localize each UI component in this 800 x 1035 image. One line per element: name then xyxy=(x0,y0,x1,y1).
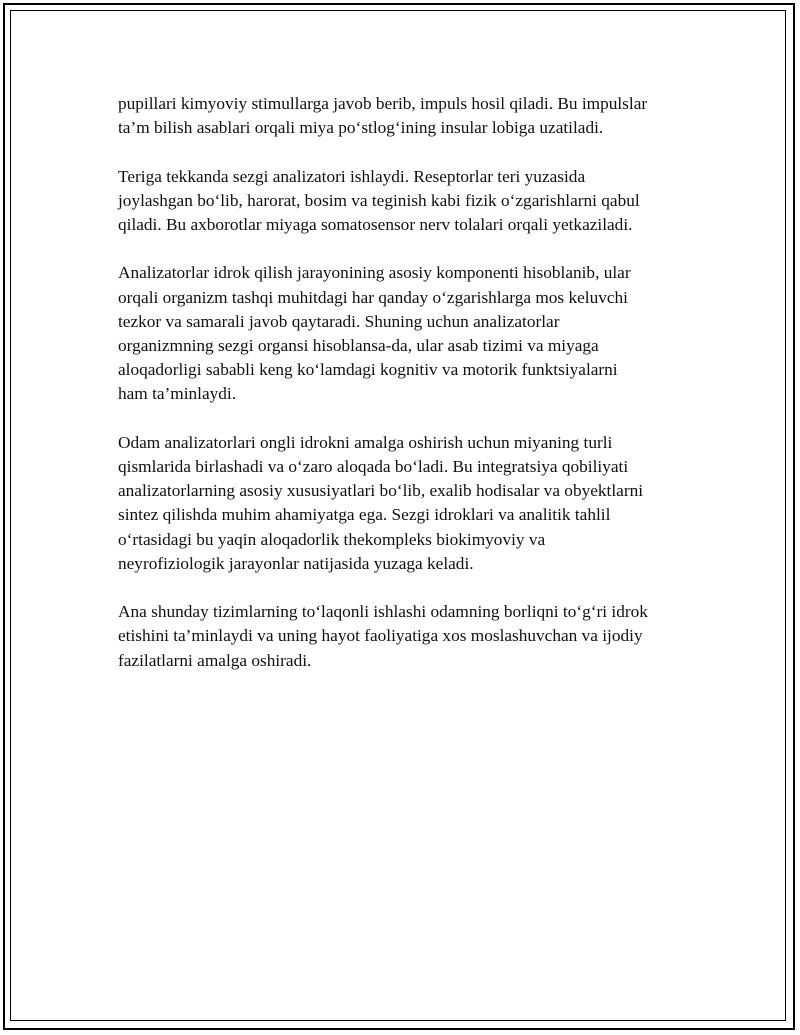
paragraph: pupillari kimyoviy stimullarga javob berib, impuls hosil qiladi. Bu impulslar ta’m bilish asablari orqali miya po‘stlog‘ining insular lobiga uzatiladi. xyxy=(118,94,648,138)
paragraph: Teriga tekkanda sezgi analizatori ishlaydi. Reseptorlar teri yuzasida joylashgan bo‘lib, harorat, bosim va teginish kabi fizik o‘zgarishlarni qabul qiladi. Bu axborotlar miyaga somatosensor nerv tolalari orqali yetkaziladi. xyxy=(118,166,640,234)
document-body xyxy=(118,92,693,697)
paragraph: Odam analizatorlari ongli idrokni amalga oshirish uchun miyaning turli qismlarida birlashadi va o‘zaro aloqada bo‘ladi. Bu integratsiya qobiliyati analizatorlarning asosiy xususiyatlari bo‘lib, exalib hodisalar va obyektlarni sintez qilishda muhim ahamiyatga ega. Sezgi idroklari va analitik tahlil o‘rtasidagi bu yaqin aloqadorlik thekompleks biokimyoviy va neyrofiziologik jarayonlar natijasida yuzaga keladi. xyxy=(118,432,644,573)
paragraph: Ana shunday tizimlarning to‘laqonli ishlashi odamning borliqni to‘g‘ri idrok etishini ta’minlaydi va uning hayot faoliyatiga xos moslashuvchan va ijodiy fazilatlarni amalga oshiradi. xyxy=(118,602,648,670)
paragraph: Analizatorlar idrok qilish jarayonining asosiy komponenti hisoblanib, ular orqali organizm tashqi muhitdagi har qanday o‘zgarishlarga mos keluvchi tezkor va samarali javob qaytaradi. Shuning uchun analizatorlar organizmning sezgi organsi hisoblansa-da, ular asab tizimi va miyaga aloqadorligi sababli keng ko‘lamdagi kognitiv va motorik funktsiyalarni ham ta’minlaydi. xyxy=(118,263,631,404)
